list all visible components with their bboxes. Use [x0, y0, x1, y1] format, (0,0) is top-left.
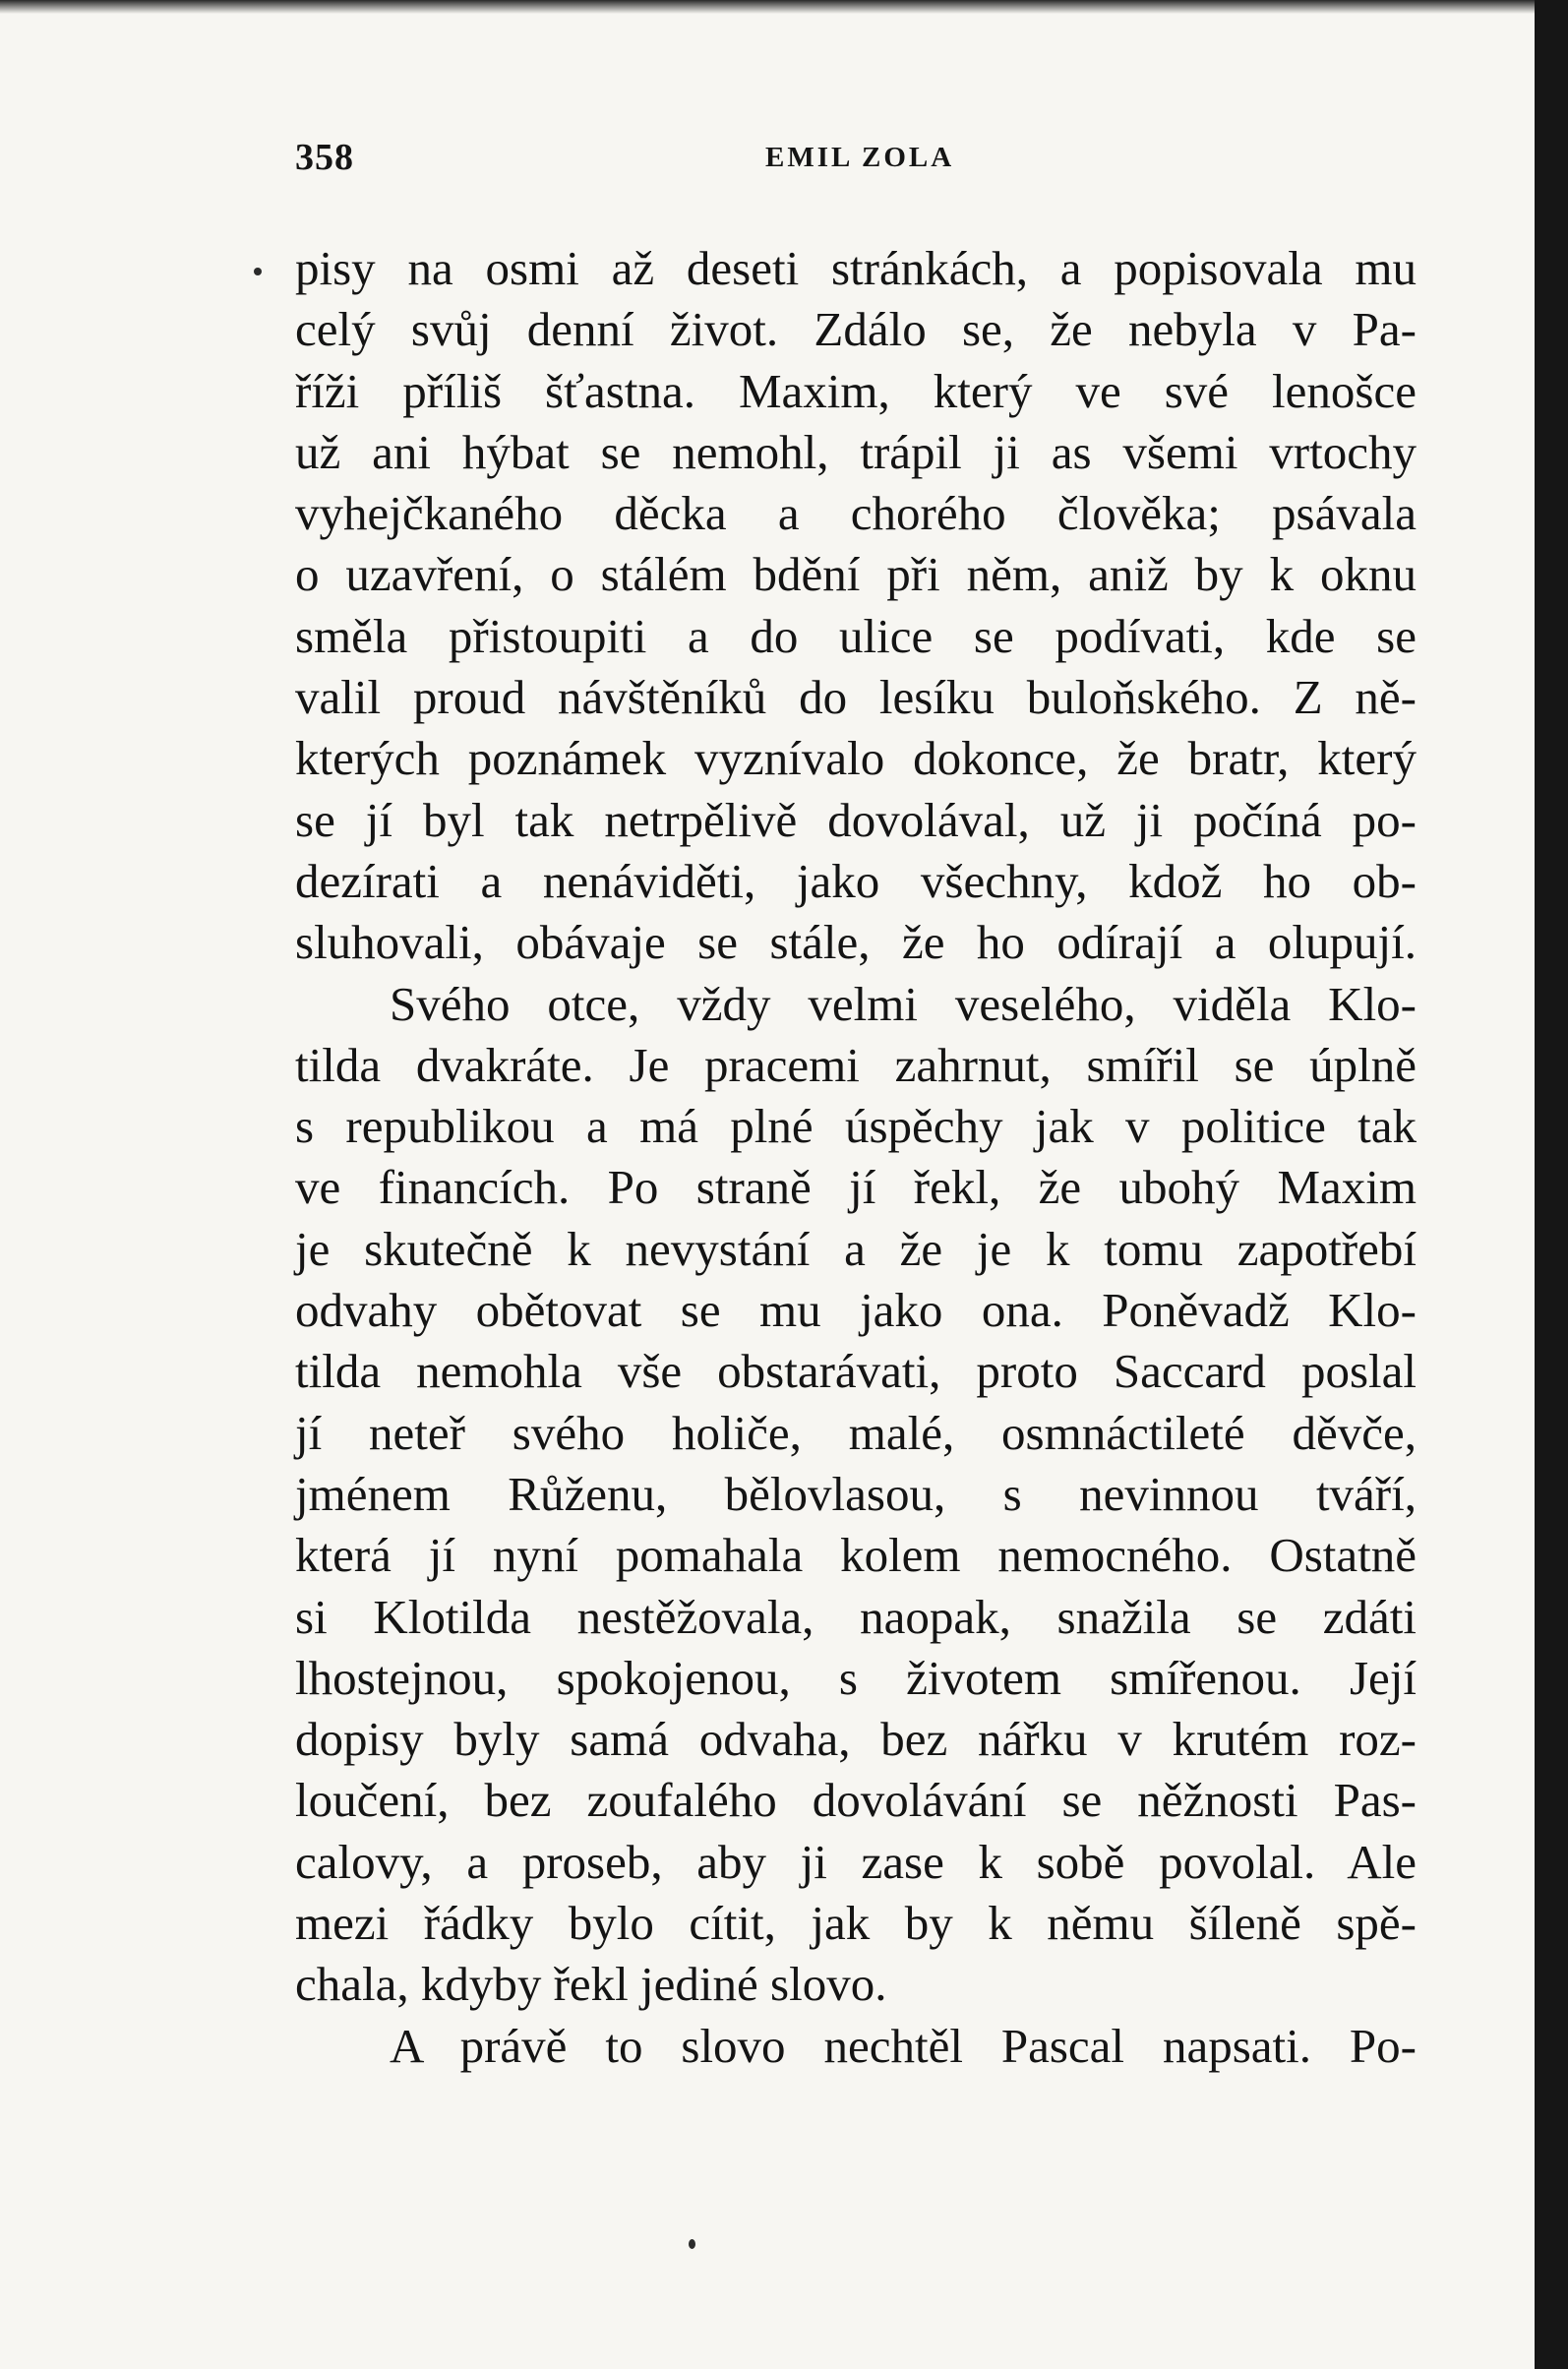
page-top-shadow — [0, 0, 1535, 14]
text-line: se jí byl tak netrpělivě dovolával, už ji počíná po- — [295, 792, 1417, 847]
print-speck — [689, 2239, 695, 2249]
text-line: dopisy byly samá odvaha, bez nářku v krutém roz- — [295, 1712, 1417, 1767]
body-text — [295, 238, 1417, 2077]
text-line: jménem Růženu, bělovlasou, s nevinnou tváří, — [295, 1466, 1417, 1521]
text-line: Svého otce, vždy velmi veselého, viděla Klo- — [390, 976, 1417, 1031]
text-line: směla přistoupiti a do ulice se podívati, kde se — [295, 608, 1417, 663]
text-line: si Klotilda nestěžovala, naopak, snažila se zdáti — [295, 1589, 1417, 1644]
page-number: 358 — [295, 137, 354, 178]
text-line: o uzavření, o stálém bdění při něm, aniž by k oknu — [295, 547, 1417, 602]
text-line: tilda nemohla vše obstarávati, proto Saccard poslal — [295, 1344, 1417, 1399]
text-line: pisy na osmi až deseti stránkách, a popisovala mu — [295, 241, 1417, 295]
text-line: mezi řádky bylo cítit, jak by k němu šíleně spě- — [295, 1896, 1417, 1951]
text-line: kterých poznámek vyznívalo dokonce, že bratr, který — [295, 731, 1417, 786]
text-line: lhostejnou, spokojenou, s životem smířenou. Její — [295, 1650, 1417, 1705]
text-line: odvahy obětovat se mu jako ona. Poněvadž Klo- — [295, 1283, 1417, 1338]
text-line: tilda dvakráte. Je pracemi zahrnut, smířil se úplně — [295, 1037, 1417, 1092]
text-line: calovy, a proseb, aby ji zase k sobě povolal. Ale — [295, 1834, 1417, 1889]
text-line: ve financích. Po straně jí řekl, že ubohý Maxim — [295, 1160, 1417, 1215]
running-head: EMIL ZOLA — [765, 142, 955, 173]
text-line: celý svůj denní život. Zdálo se, že nebyla v Pa- — [295, 302, 1417, 357]
text-line: vyhejčkaného děcka a chorého člověka; psávala — [295, 486, 1417, 541]
text-line: chala, kdyby řekl jediné slovo. — [295, 1957, 887, 2012]
text-line: říži příliš šťastna. Maxim, který ve své lenošce — [295, 363, 1417, 418]
scan-edge — [1535, 0, 1568, 2369]
text-line: už ani hýbat se nemohl, trápil ji as všemi vrtochy — [295, 424, 1417, 479]
text-line: loučení, bez zoufalého dovolávání se něžnosti Pas- — [295, 1773, 1417, 1828]
text-line: dezírati a nenáviděti, jako všechny, kdož ho ob- — [295, 853, 1417, 908]
text-line: je skutečně k nevystání a že je k tomu zapotřebí — [295, 1221, 1417, 1276]
text-line: sluhovali, obávaje se stále, že ho odírají a olupují. — [295, 915, 1417, 970]
text-line: A právě to slovo nechtěl Pascal napsati. Po- — [390, 2018, 1417, 2073]
text-line: jí neteř svého holiče, malé, osmnáctileté děvče, — [295, 1405, 1417, 1460]
text-line: která jí nyní pomahala kolem nemocného. Ostatně — [295, 1528, 1417, 1583]
text-line: valil proud návštěníků do lesíku buloňského. Z ně- — [295, 670, 1417, 725]
print-speck — [254, 268, 262, 275]
text-line: s republikou a má plné úspěchy jak v politice tak — [295, 1099, 1417, 1154]
page-header — [295, 136, 1417, 195]
